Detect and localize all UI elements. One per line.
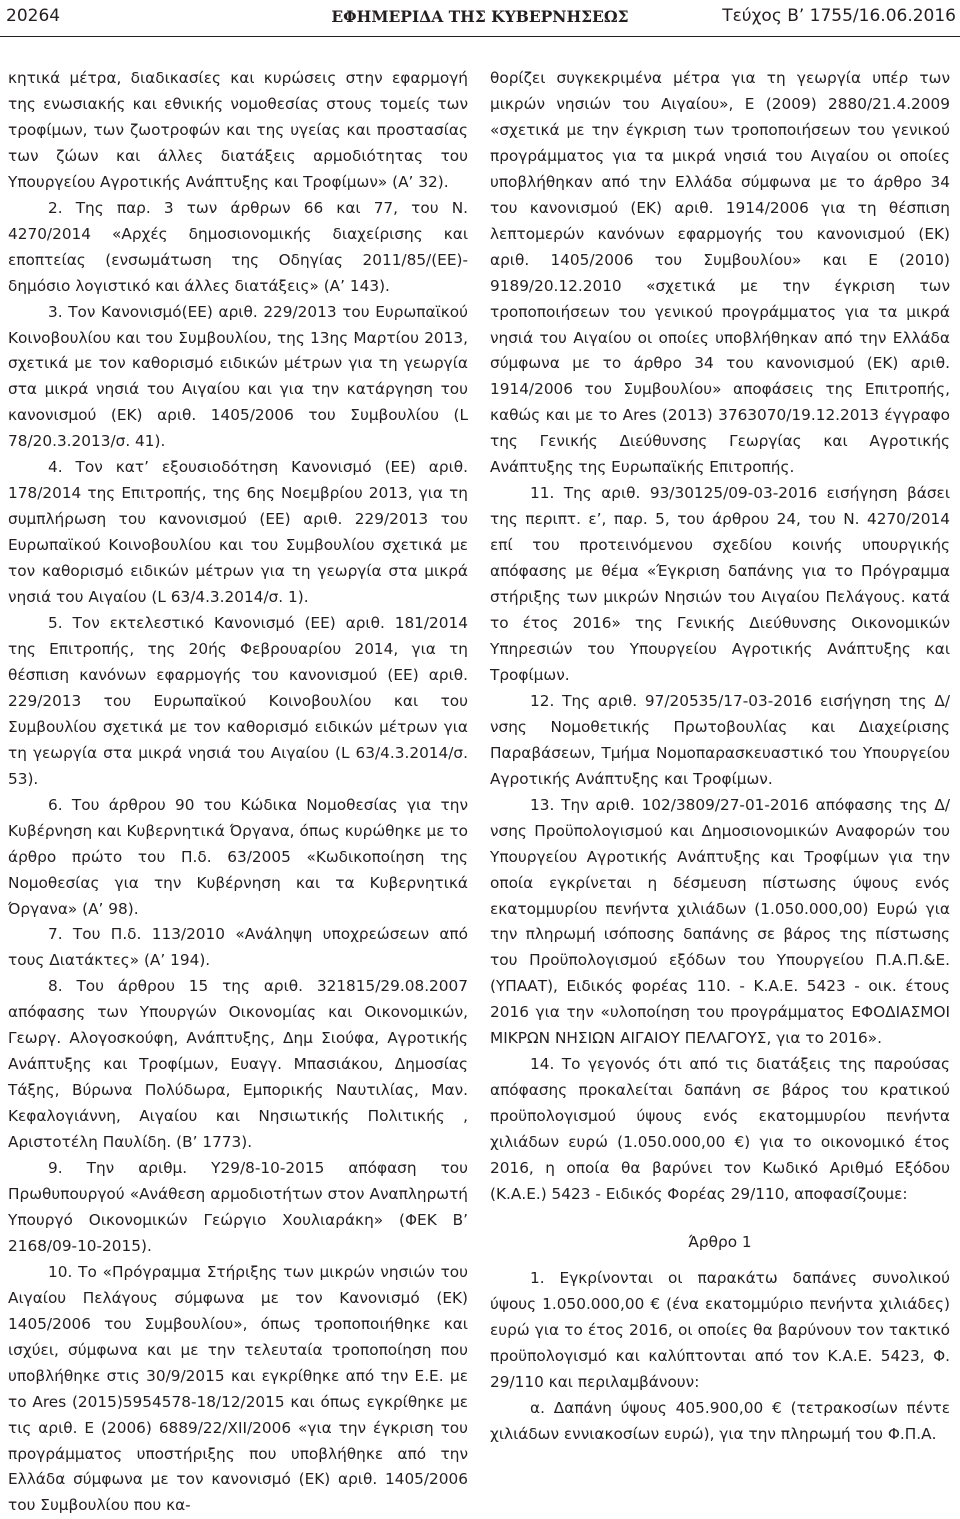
- paragraph-12: 12. Της αριθ. 97/20535/17-03-2016 εισήγηση της Δ/νσης Νομοθετικής Πρωτοβουλίας και Διαχείρισης Παραβάσεων, Τμήμα Νομοπαρασκευαστικό του Υπουργείου Αγροτικής Ανάπτυξης και Τροφίμων.: [490, 691, 950, 788]
- paragraph-8: 8. Του άρθρου 15 της αριθ. 321815/29.08.2007 απόφασης των Υπουργών Οικονομίας και Οικονομικών, Γεωργ. Αλογοσκούφη, Ανάπτυξης, Δημ Σιούφα, Αγροτικής Ανάπτυξης και Τροφίμων, Ευαγγ. Μπασιάκου, Δημοσίας Τάξης, Βύρωνα Πολύδωρα, Εμπορικής Ναυτιλίας, Μαν. Κεφαλογιάννη, Αιγαίου και Νησιωτικής Πολιτικής , Αριστοτέλη Παυλίδη. (Β’ 1773).: [8, 977, 468, 1152]
- paragraph-6: 6. Του άρθρου 90 του Κώδικα Νομοθεσίας για την Κυβέρνηση και Κυβερνητικά Όργανα, όπως κυρώθηκε με το άρθρο πρώτο του Π.δ. 63/2005 «Κωδικοποίηση της Νομοθεσίας για την Κυβέρνηση και τα Κυβερνητικά Όργανα» (Α’ 98).: [8, 795, 468, 918]
- page-number: 20264: [6, 6, 61, 26]
- left-column: [8, 66, 468, 1519]
- paragraph-2: 2. Της παρ. 3 των άρθρων 66 και 77, του Ν. 4270/2014 «Αρχές δημοσιονομικής διαχείρισης και εποπτείας (ενσωμάτωση της Οδηγίας 2011/85/(ΕΕ)-δημόσιο λογιστικό και άλλες διατάξεις» (Α’ 143).: [8, 198, 468, 295]
- paragraph-continuation: κητικά μέτρα, διαδικασίες και κυρώσεις στην εφαρμογή της ενωσιακής και εθνικής νομοθεσίας στους τομείς των τροφίμων, των ζωοτροφών και της υγείας και προστασίας των ζώων και άλλες διατάξεις αρμοδιότητας του Υπουργείου Αγροτικής Ανάπτυξης και Τροφίμων» (Α’ 32).: [8, 69, 468, 191]
- paragraph-5: 5. Τον εκτελεστικό Κανονισμό (ΕΕ) αριθ. 181/2014 της Επιτροπής, της 20ής Φεβρουαρίου 2014, για τη θέσπιση κανόνων εφαρμογής του κανονισμού (ΕΕ) αριθ. 229/2013 του Ευρωπαϊκού Κοινοβουλίου και του Συμβουλίου σχετικά με τον καθορισμό ειδικών μέτρων για τη γεωργία στα μικρά νησιά του Αιγαίου (L 63/4.3.2014/σ. 53).: [8, 614, 468, 788]
- paragraph-13: 13. Την αριθ. 102/3809/27-01-2016 απόφασης της Δ/νσης Προϋπολογισμού και Δημοσιονομικών Αναφορών του Υπουργείου Αγροτικής Ανάπτυξης και Τροφίμων για την οποία εγκρίνεται η δέσμευση πίστωσης ύψους ενός εκατομμυρίου πενήντα χιλιάδων (1.050.000,00) Ευρώ για την πληρωμή ισόποσης δαπάνης σε βάρος της πίστωσης του Προϋπολογισμού εξόδων του Υπουργείου Π.Α.Π.&Ε. (ΥΠΑΑΤ), Ειδικός φορέας 110. - Κ.Α.Ε. 5423 - οικ. έτους 2016 για την «υλοποίηση του προγράμματος ΕΦΟΔΙΑΣΜΟΙ ΜΙΚΡΩΝ ΝΗΣΙΩΝ ΑΙΓΑΙΟΥ ΠΕΛΑΓΟΥΣ, για το 2016».: [490, 795, 950, 1048]
- paragraph-14: 14. Το γεγονός ότι από τις διατάξεις της παρούσας απόφασης προκαλείται δαπάνη σε βάρος του κρατικού προϋπολογισμού ύψους ενός εκατομμυρίου πενήντα χιλιάδων ευρώ (1.050.000,00 €) για το οικονομικό έτος 2016, η οποία θα βαρύνει τον Κωδικό Αριθμό Εξόδου (Κ.Α.Ε.) 5423 - Ειδικός Φορέας 29/110, αποφασίζουμε:: [490, 1055, 950, 1203]
- header-rule: [0, 36, 960, 37]
- paragraph-4: 4. Τον κατ’ εξουσιοδότηση Κανονισμό (ΕΕ) αριθ. 178/2014 της Επιτροπής, της 6ης Νοεμβρίου 2013, για τη συμπλήρωση του κανονισμού (ΕΕ) αριθ. 229/2013 του Ευρωπαϊκού Κοινοβουλίου και του Συμβουλίου σχετικά με τον καθορισμό ειδικών μέτρων για τη γεωργία στα μικρά νησιά του Αιγαίου (L 63/4.3.2014/σ. 1).: [8, 458, 468, 607]
- article-1-paragraph-1: 1. Εγκρίνονται οι παρακάτω δαπάνες συνολικού ύψους 1.050.000,00 € (ένα εκατομμύριο πενήντα χιλιάδες) ευρώ για το έτος 2016, οι οποίες θα βαρύνουν τον τακτικό προϋπολογισμό και καλύπτονται από τον Κ.Α.Ε. 5423, Φ. 29/110 και περιλαμβάνουν:: [490, 1268, 950, 1391]
- issue-number: Τεύχος Β’ 1755/16.06.2016: [722, 6, 956, 26]
- paragraph-7: 7. Του Π.δ. 113/2010 «Ανάληψη υποχρεώσεων από τους Διατάκτες» (Α’ 194).: [8, 925, 468, 970]
- paragraph-10: 10. Το «Πρόγραμμα Στήριξης των μικρών νησιών του Αιγαίου Πελάγους σύμφωνα με τον Κανονισμό (ΕΚ) 1405/2006 του Συμβουλίου», όπως τροποποιήθηκε και ισχύει, σύμφωνα και με την τελευταία τροποποίηση που υποβλήθηκε στις 30/9/2015 και εγκρίθηκε από την Ε.Ε. με το Ares (2015)5954578-18/12/2015 και όπως εγκρίθηκε με τις αριθ. Ε (2006) 6889/22/ΧΙΙ/2006 «για την έγκριση του προγράμματος υποστήριξης που υποβλήθηκε από την Ελλάδα σύμφωνα με τον κανονισμό (ΕΚ) αριθ. 1405/2006 του Συμβουλίου που κα-: [8, 1262, 468, 1515]
- paragraph-9: 9. Την αριθμ. Υ29/8-10-2015 απόφαση του Πρωθυπουργού «Ανάθεση αρμοδιοτήτων στον Αναπληρωτή Υπουργό Οικονομικών Γεώργιο Χουλιαράκη» (ΦΕΚ Β’ 2168/09-10-2015).: [8, 1159, 468, 1255]
- article-heading: Άρθρο 1: [688, 1232, 752, 1251]
- article-1-item-a: α. Δαπάνη ύψους 405.900,00 € (τετρακοσίων πέντε χιλιάδων εννιακοσίων ευρώ), για την πληρωμή του Φ.Π.Α.: [490, 1398, 950, 1443]
- right-column: [490, 66, 950, 1448]
- paragraph-10-continuation: θορίζει συγκεκριμένα μέτρα για τη γεωργία υπέρ των μικρών νησιών του Αιγαίου», Ε (2009) 2880/21.4.2009 «σχετικά με την έγκριση των τροποποιήσεων του γενικού προγράμματος για τα μικρά νησιά του Αιγαίου οι οποίες υποβλήθηκαν από την Ελλάδα σύμφωνα με το άρθρο 34 του κανονισμού (ΕΚ) αριθ. 1914/2006 για τη θέσπιση λεπτομερών κανόνων εφαρμογής του κανονισμού (ΕΚ) αριθ. 1405/2006 του Συμβουλίου» και Ε (2010) 9189/20.12.2010 «σχετικά με την έγκριση των τροποποιήσεων του γενικού προγράμματος για τα μικρά νησιά του Αιγαίου οι οποίες υποβλήθηκαν από την Ελλάδα σύμφωνα με το άρθρο 34 του κανονισμού (ΕΚ) αριθ. 1914/2006 του Συμβουλίου» αποφάσεις της Επιτροπής, καθώς και με το Ares (2013) 3763070/19.12.2013 έγγραφο της Γενικής Διεύθυνσης Γεωργίας και Αγροτικής Ανάπτυξης της Ευρωπαϊκής Επιτροπής.: [490, 69, 950, 477]
- paragraph-3: 3. Τον Κανονισμό(ΕΕ) αριθ. 229/2013 του Ευρωπαϊκού Κοινοβουλίου και του Συμβουλίου, της 13ης Μαρτίου 2013, σχετικά με τον καθορισμό ειδικών μέτρων για τη γεωργία στα μικρά νησιά του Αιγαίου και για την κατάργηση του κανονισμού (ΕΚ) αριθ. 1405/2006 του Συμβουλίου (L 78/20.3.2013/σ. 41).: [8, 302, 468, 451]
- page-header: [0, 0, 960, 40]
- gazette-title: ΕΦΗΜΕΡΙΔΑ ΤΗΣ ΚΥΒΕΡΝΗΣΕΩΣ: [331, 7, 629, 26]
- paragraph-11: 11. Της αριθ. 93/30125/09-03-2016 εισήγηση βάσει της περιπτ. ε’, παρ. 5, του άρθρου 24, του Ν. 4270/2014 επί του προτεινόμενου σχεδίου κοινής υπουργικής απόφασης με θέμα «Έγκριση δαπάνης για το Πρόγραμμα στήριξης των μικρών Νησιών του Αιγαίου Πελάγους. κατά το έτος 2016» της Γενικής Διεύθυνσης Οικονομικών Υπηρεσιών του Υπουργείου Αγροτικής Ανάπτυξης και Τροφίμων.: [490, 484, 950, 684]
